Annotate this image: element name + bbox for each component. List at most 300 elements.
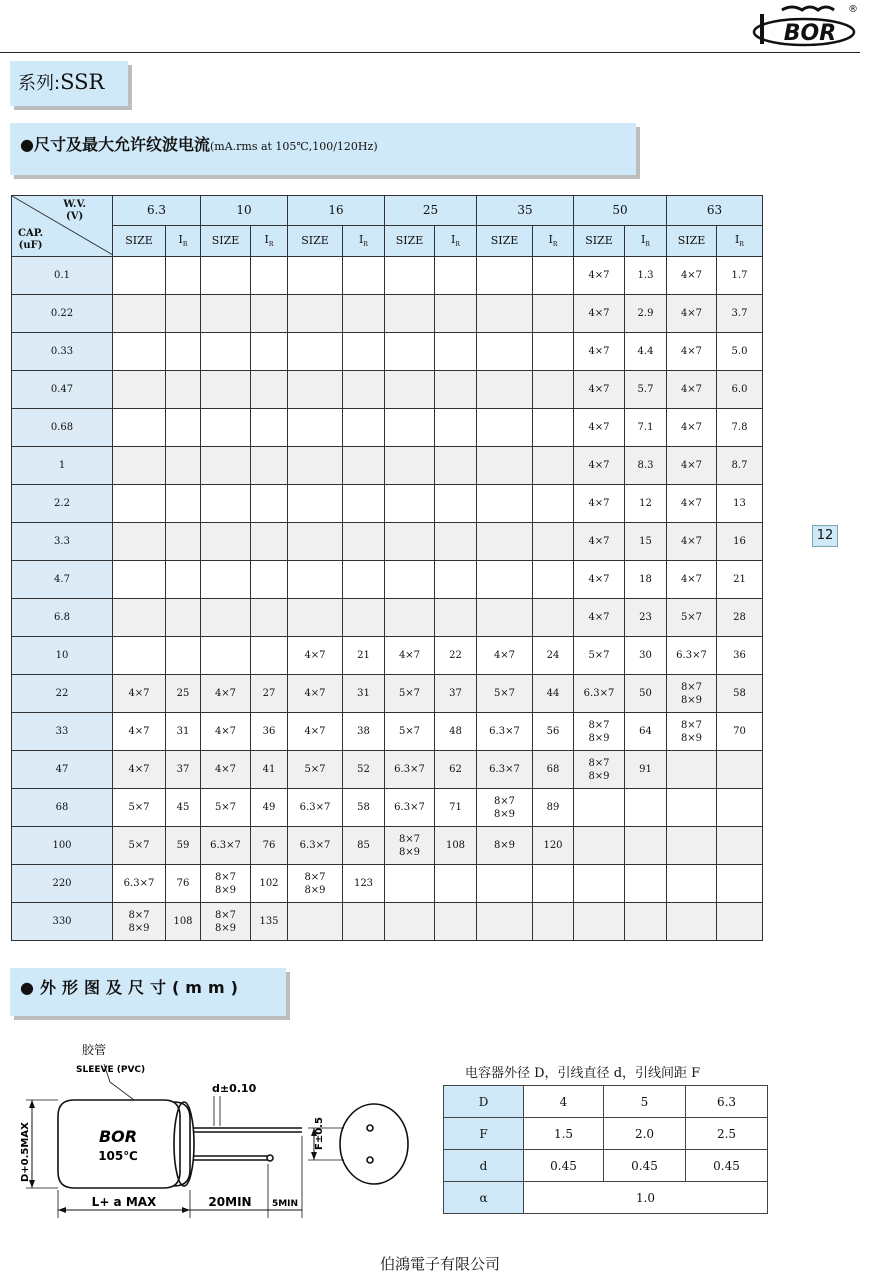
size-cell	[201, 409, 251, 447]
size-cell	[288, 523, 343, 561]
ripple-current-cell: 13	[717, 485, 763, 523]
size-cell	[477, 485, 533, 523]
size-cell: 5×7	[385, 675, 435, 713]
ripple-current-cell	[251, 447, 288, 485]
ripple-current-cell: 4.4	[625, 333, 667, 371]
size-cell: 6.3×7	[201, 827, 251, 865]
ripple-current-cell: 50	[625, 675, 667, 713]
dimension-value-cell: 2.0	[604, 1118, 686, 1150]
table-row	[12, 599, 763, 637]
size-cell: 4×7	[667, 257, 717, 295]
size-cell	[477, 599, 533, 637]
ripple-current-cell	[343, 333, 385, 371]
ripple-current-cell: 18	[625, 561, 667, 599]
dimension-label-cell: D	[444, 1086, 524, 1118]
size-cell: 4×7	[574, 485, 625, 523]
size-cell: 4×7	[667, 409, 717, 447]
size-cell: 4×7	[477, 637, 533, 675]
size-cell: 6.3×7	[477, 751, 533, 789]
size-cell: 4×7	[667, 485, 717, 523]
size-cell: 4×7	[574, 295, 625, 333]
dimension-table	[443, 1085, 768, 1214]
size-header: SIZE	[201, 226, 251, 257]
size-cell: 4×7	[667, 561, 717, 599]
size-cell: 5×7	[477, 675, 533, 713]
ripple-current-cell	[166, 371, 201, 409]
ripple-current-cell: 8.7	[717, 447, 763, 485]
size-cell: 5×7	[385, 713, 435, 751]
size-cell: 8×7 8×9	[201, 865, 251, 903]
table-row	[444, 1086, 768, 1118]
ripple-current-cell: 23	[625, 599, 667, 637]
dimension-label-cell: F	[444, 1118, 524, 1150]
ripple-current-cell	[343, 485, 385, 523]
diameter-label: D+0.5MAX	[20, 1122, 31, 1182]
lead-diameter-label: d±0.10	[212, 1082, 257, 1095]
dimension-table-title: 电容器外径 D，引线直径 d，引线间距 F	[465, 1066, 701, 1081]
dimension-label-cell: α	[444, 1182, 524, 1214]
ripple-current-cell	[435, 561, 477, 599]
size-cell	[385, 295, 435, 333]
ripple-current-table	[11, 195, 763, 941]
voltage-header: 50	[574, 196, 667, 226]
ripple-current-cell	[251, 295, 288, 333]
ripple-current-header: $I_R$	[533, 226, 574, 257]
dimension-value-cell: 1.0	[524, 1182, 768, 1214]
size-cell	[385, 333, 435, 371]
ripple-current-cell: 52	[343, 751, 385, 789]
ripple-current-cell	[435, 903, 477, 941]
size-cell	[477, 523, 533, 561]
size-cell: 4×7	[574, 371, 625, 409]
capacitance-cell: 0.47	[12, 371, 113, 409]
size-cell	[574, 827, 625, 865]
size-cell	[288, 599, 343, 637]
table-row	[12, 751, 763, 789]
size-header: SIZE	[574, 226, 625, 257]
ripple-current-cell	[343, 409, 385, 447]
size-cell	[477, 447, 533, 485]
size-cell: 4×7	[113, 713, 166, 751]
ripple-current-cell: 49	[251, 789, 288, 827]
size-cell: 5×7	[288, 751, 343, 789]
ripple-current-cell: 28	[717, 599, 763, 637]
series-label: 系列:	[18, 73, 61, 94]
svg-text:®: ®	[848, 4, 858, 15]
ripple-current-cell	[435, 409, 477, 447]
size-cell	[113, 295, 166, 333]
logo-text: BOR	[783, 21, 837, 46]
table-row	[12, 675, 763, 713]
capacitance-cell: 0.68	[12, 409, 113, 447]
ripple-current-header: $I_R$	[343, 226, 385, 257]
size-cell	[667, 827, 717, 865]
size-cell	[667, 903, 717, 941]
ripple-current-cell: 8.3	[625, 447, 667, 485]
size-cell: 4×7	[574, 447, 625, 485]
size-cell	[288, 485, 343, 523]
section-title: ●外形图及尺寸(mm)	[20, 978, 244, 997]
voltage-header: 16	[288, 196, 385, 226]
table-row	[12, 865, 763, 903]
size-cell: 4×7	[113, 751, 166, 789]
body-temp: 105℃	[98, 1149, 138, 1163]
ripple-current-cell: 123	[343, 865, 385, 903]
table-row	[12, 333, 763, 371]
size-cell	[288, 409, 343, 447]
ripple-current-cell: 89	[533, 789, 574, 827]
ripple-current-cell: 135	[251, 903, 288, 941]
size-cell: 4×7	[574, 333, 625, 371]
ripple-current-cell	[717, 903, 763, 941]
capacitance-cell: 33	[12, 713, 113, 751]
ripple-current-cell: 108	[435, 827, 477, 865]
voltage-header: 25	[385, 196, 477, 226]
ripple-current-cell: 120	[533, 827, 574, 865]
ripple-current-cell: 91	[625, 751, 667, 789]
capacitance-cell: 4.7	[12, 561, 113, 599]
size-cell: 8×7 8×9	[288, 865, 343, 903]
lead-spacing-label: F±0.5	[314, 1117, 325, 1150]
ripple-current-cell	[533, 295, 574, 333]
ripple-current-cell: 5.0	[717, 333, 763, 371]
size-cell: 8×7 8×9	[113, 903, 166, 941]
header-rule	[0, 52, 860, 53]
ripple-current-cell	[251, 257, 288, 295]
size-cell	[288, 257, 343, 295]
size-cell	[113, 561, 166, 599]
size-cell: 4×7	[667, 447, 717, 485]
ripple-current-cell	[717, 751, 763, 789]
size-cell	[574, 903, 625, 941]
series-code: SSR	[60, 70, 105, 94]
dimension-label-cell: d	[444, 1150, 524, 1182]
dimension-value-cell: 5	[604, 1086, 686, 1118]
ripple-current-cell: 64	[625, 713, 667, 751]
ripple-current-cell	[533, 485, 574, 523]
ripple-current-cell: 31	[166, 713, 201, 751]
ripple-current-cell: 44	[533, 675, 574, 713]
size-cell	[113, 485, 166, 523]
ripple-current-cell	[166, 409, 201, 447]
ripple-current-cell	[717, 865, 763, 903]
size-cell	[477, 371, 533, 409]
ripple-current-cell: 68	[533, 751, 574, 789]
ripple-current-cell	[343, 447, 385, 485]
series-label-box	[10, 61, 128, 106]
capacitance-cell: 100	[12, 827, 113, 865]
dimension-value-cell: 1.5	[524, 1118, 604, 1150]
ripple-current-cell	[533, 865, 574, 903]
size-cell	[201, 523, 251, 561]
section-title: ●尺寸及最大允许纹波电流	[20, 135, 210, 154]
size-cell: 8×7 8×9	[477, 789, 533, 827]
ripple-current-cell	[251, 409, 288, 447]
ripple-current-cell: 56	[533, 713, 574, 751]
size-cell: 4×7	[385, 637, 435, 675]
ripple-current-header: $I_R$	[435, 226, 477, 257]
size-cell	[385, 903, 435, 941]
ripple-current-cell	[717, 827, 763, 865]
ripple-current-cell: 5.7	[625, 371, 667, 409]
size-cell	[667, 865, 717, 903]
capacitance-cell: 1	[12, 447, 113, 485]
size-cell	[201, 561, 251, 599]
size-cell: 5×7	[113, 827, 166, 865]
ripple-current-cell: 16	[717, 523, 763, 561]
size-cell	[385, 485, 435, 523]
capacitance-cell: 2.2	[12, 485, 113, 523]
ripple-current-cell	[343, 599, 385, 637]
size-cell	[201, 447, 251, 485]
ripple-current-cell	[251, 637, 288, 675]
ripple-current-cell: 7.8	[717, 409, 763, 447]
ripple-current-cell: 45	[166, 789, 201, 827]
ripple-current-cell	[533, 257, 574, 295]
table-row	[12, 409, 763, 447]
size-cell	[574, 865, 625, 903]
ripple-current-cell	[251, 599, 288, 637]
capacitor-outline-drawing	[14, 1040, 424, 1225]
table-row	[12, 371, 763, 409]
dimension-value-cell: 0.45	[604, 1150, 686, 1182]
size-cell	[113, 371, 166, 409]
capacitance-cell: 22	[12, 675, 113, 713]
ripple-current-cell	[166, 295, 201, 333]
ripple-current-cell	[166, 485, 201, 523]
ripple-current-cell	[251, 371, 288, 409]
size-cell: 6.3×7	[288, 827, 343, 865]
table-row	[444, 1118, 768, 1150]
size-cell	[113, 333, 166, 371]
size-cell: 4×7	[201, 675, 251, 713]
size-cell: 8×7 8×9	[667, 713, 717, 751]
ripple-current-cell: 38	[343, 713, 385, 751]
size-header: SIZE	[667, 226, 717, 257]
size-cell	[385, 523, 435, 561]
size-cell	[477, 257, 533, 295]
size-cell	[477, 295, 533, 333]
capacitance-cell: 0.22	[12, 295, 113, 333]
size-cell	[201, 295, 251, 333]
size-cell: 8×7 8×9	[574, 751, 625, 789]
table-row	[12, 903, 763, 941]
size-cell	[288, 561, 343, 599]
size-header: SIZE	[385, 226, 435, 257]
size-cell: 4×7	[574, 561, 625, 599]
ripple-current-cell: 76	[166, 865, 201, 903]
table-row	[12, 447, 763, 485]
dimension-value-cell: 2.5	[686, 1118, 768, 1150]
size-cell: 4×7	[288, 637, 343, 675]
size-cell: 4×7	[288, 713, 343, 751]
size-cell	[477, 561, 533, 599]
size-cell: 4×7	[574, 257, 625, 295]
ripple-current-cell	[166, 561, 201, 599]
ripple-current-cell: 15	[625, 523, 667, 561]
ripple-current-cell	[343, 371, 385, 409]
ripple-current-cell	[625, 827, 667, 865]
ripple-current-cell	[435, 523, 477, 561]
ripple-current-header: $I_R$	[625, 226, 667, 257]
capacitance-cell: 0.1	[12, 257, 113, 295]
size-cell: 8×7 8×9	[385, 827, 435, 865]
size-cell	[385, 561, 435, 599]
size-cell: 4×7	[201, 751, 251, 789]
size-cell: 4×7	[667, 523, 717, 561]
ripple-current-cell: 36	[251, 713, 288, 751]
company-footer: 伯鴻電子有限公司	[379, 1255, 500, 1273]
ripple-current-cell	[251, 485, 288, 523]
capacitance-cell: 0.33	[12, 333, 113, 371]
size-cell	[667, 789, 717, 827]
table-row	[444, 1150, 768, 1182]
size-cell	[201, 333, 251, 371]
capacitance-cell: 68	[12, 789, 113, 827]
ripple-current-cell	[533, 447, 574, 485]
size-cell	[385, 865, 435, 903]
ripple-current-cell	[166, 333, 201, 371]
size-cell: 4×7	[113, 675, 166, 713]
capacitance-cell: 330	[12, 903, 113, 941]
size-cell: 6.3×7	[385, 751, 435, 789]
section-dimensions-header	[10, 968, 286, 1016]
ripple-current-cell: 71	[435, 789, 477, 827]
ripple-current-header: $I_R$	[166, 226, 201, 257]
size-cell	[574, 789, 625, 827]
size-cell: 4×7	[667, 295, 717, 333]
ripple-current-cell: 37	[435, 675, 477, 713]
size-cell: 8×9	[477, 827, 533, 865]
size-cell: 5×7	[201, 789, 251, 827]
ripple-current-cell	[625, 903, 667, 941]
size-cell	[477, 333, 533, 371]
size-header: SIZE	[113, 226, 166, 257]
ripple-current-cell	[435, 333, 477, 371]
ripple-current-cell: 48	[435, 713, 477, 751]
size-cell	[477, 865, 533, 903]
size-cell	[113, 409, 166, 447]
ripple-current-cell: 22	[435, 637, 477, 675]
ripple-current-cell	[251, 333, 288, 371]
size-cell	[477, 903, 533, 941]
ripple-current-cell: 62	[435, 751, 477, 789]
ripple-current-cell	[435, 599, 477, 637]
size-cell	[113, 447, 166, 485]
size-cell	[201, 599, 251, 637]
size-cell	[201, 485, 251, 523]
ripple-current-cell: 27	[251, 675, 288, 713]
bor-logo	[752, 2, 856, 48]
ripple-current-cell: 21	[717, 561, 763, 599]
size-cell	[288, 371, 343, 409]
table-row	[12, 561, 763, 599]
ripple-current-cell	[343, 295, 385, 333]
ripple-current-header: $I_R$	[717, 226, 763, 257]
ripple-current-cell	[533, 333, 574, 371]
ripple-current-cell: 108	[166, 903, 201, 941]
dimension-value-cell: 0.45	[524, 1150, 604, 1182]
table-row	[12, 295, 763, 333]
ripple-current-cell	[343, 257, 385, 295]
ripple-current-cell	[625, 865, 667, 903]
size-cell: 4×7	[574, 523, 625, 561]
ripple-current-cell: 37	[166, 751, 201, 789]
size-cell	[288, 903, 343, 941]
capacitance-cell: 6.8	[12, 599, 113, 637]
ripple-current-cell	[533, 599, 574, 637]
ripple-current-cell	[533, 409, 574, 447]
ripple-current-cell	[343, 903, 385, 941]
ripple-current-cell: 70	[717, 713, 763, 751]
gap-label: 5MIN	[271, 1199, 299, 1209]
ripple-current-cell	[435, 371, 477, 409]
size-cell	[288, 447, 343, 485]
sleeve-en-label: SLEEVE (PVC)	[76, 1065, 146, 1075]
dimension-value-cell: 4	[524, 1086, 604, 1118]
size-cell: 6.3×7	[667, 637, 717, 675]
size-cell	[385, 447, 435, 485]
ripple-current-cell	[166, 599, 201, 637]
size-cell	[477, 409, 533, 447]
ripple-current-cell	[166, 447, 201, 485]
voltage-header: 10	[201, 196, 288, 226]
body-brand: BOR	[98, 1127, 138, 1146]
size-cell: 6.3×7	[574, 675, 625, 713]
page-number: 12	[812, 525, 838, 547]
size-cell: 4×7	[288, 675, 343, 713]
table-row	[12, 257, 763, 295]
ripple-current-cell	[166, 257, 201, 295]
ripple-current-cell	[717, 789, 763, 827]
ripple-current-cell: 1.3	[625, 257, 667, 295]
ripple-current-cell: 2.9	[625, 295, 667, 333]
ripple-current-cell: 30	[625, 637, 667, 675]
ripple-current-cell	[533, 523, 574, 561]
ripple-current-cell	[343, 523, 385, 561]
capacitance-cell: 3.3	[12, 523, 113, 561]
size-cell: 8×7 8×9	[574, 713, 625, 751]
ripple-current-cell: 76	[251, 827, 288, 865]
voltage-header: 63	[667, 196, 763, 226]
size-cell	[667, 751, 717, 789]
size-cell: 5×7	[113, 789, 166, 827]
ripple-current-header: $I_R$	[251, 226, 288, 257]
ripple-current-cell	[435, 295, 477, 333]
size-cell: 6.3×7	[288, 789, 343, 827]
size-cell: 8×7 8×9	[667, 675, 717, 713]
dimension-value-cell: 6.3	[686, 1086, 768, 1118]
ripple-current-cell: 31	[343, 675, 385, 713]
cap-label: CAP.	[18, 228, 44, 239]
ripple-current-cell: 24	[533, 637, 574, 675]
ripple-current-cell: 25	[166, 675, 201, 713]
ripple-current-cell	[625, 789, 667, 827]
capacitance-cell: 47	[12, 751, 113, 789]
ripple-current-cell: 12	[625, 485, 667, 523]
table-row	[12, 827, 763, 865]
wv-label: W.V.	[63, 199, 86, 210]
size-cell	[201, 371, 251, 409]
size-cell	[385, 599, 435, 637]
table-row	[444, 1182, 768, 1214]
size-cell: 4×7	[574, 409, 625, 447]
capacitance-cell: 220	[12, 865, 113, 903]
ripple-current-cell	[251, 523, 288, 561]
size-cell: 4×7	[574, 599, 625, 637]
size-header: SIZE	[288, 226, 343, 257]
table-row	[12, 523, 763, 561]
